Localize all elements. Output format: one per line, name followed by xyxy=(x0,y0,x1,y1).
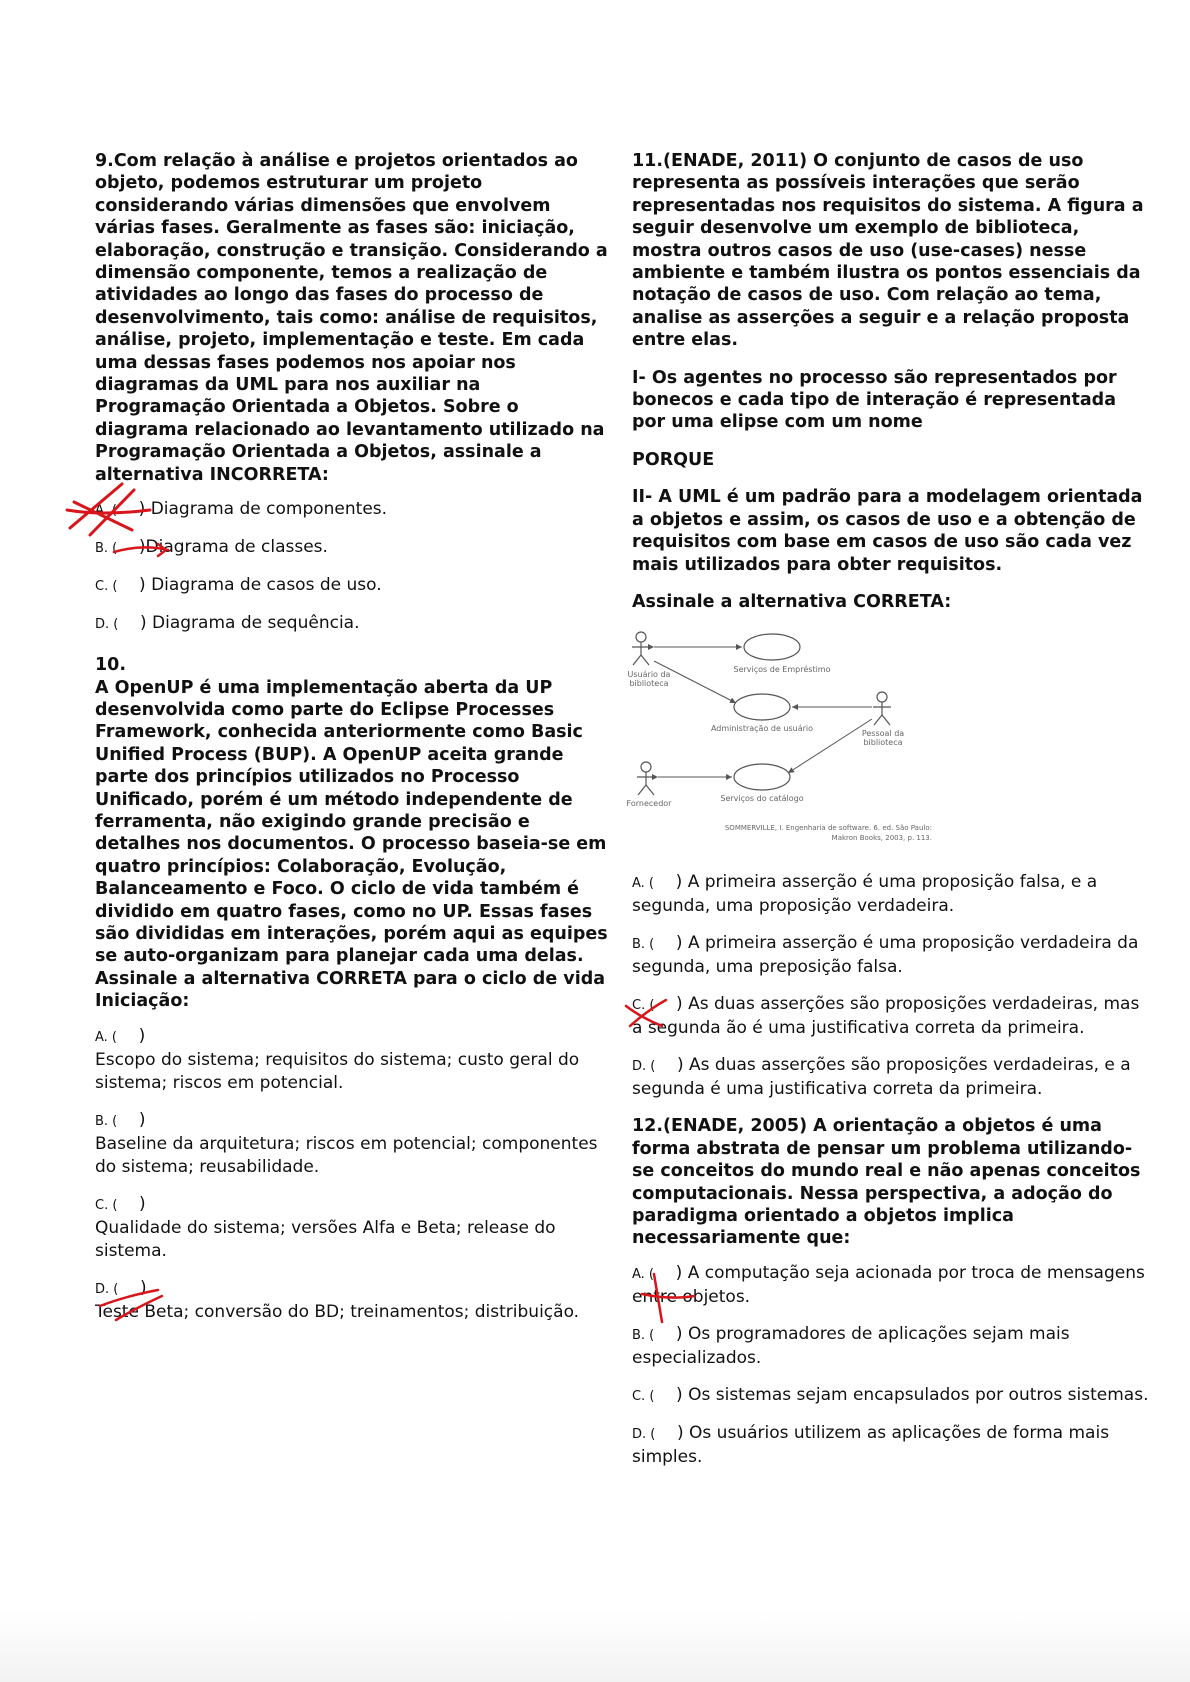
q11-option-d[interactable]: D. ( ) As duas asserções são proposições verdadeiras, e a segunda é uma justificativa correta da primeira. xyxy=(632,1055,1131,1100)
usecase-admin-label: Administração de usuário xyxy=(710,724,814,734)
actor-usuario-label: Usuário da biblioteca xyxy=(627,670,671,689)
q11-option-b[interactable]: B. ( ) A primeira asserção é uma proposição verdadeira da segunda, uma preposição falsa. xyxy=(632,933,1139,978)
q10-option-a[interactable]: A. ( ) Escopo do sistema; requisitos do sistema; custo geral do sistema; riscos em potencial. xyxy=(95,1025,580,1093)
question-10 xyxy=(95,654,610,1324)
q10-option-b[interactable]: B. ( ) Baseline da arquitetura; riscos em potencial; componentes do sistema; reusabilidade. xyxy=(95,1109,598,1177)
actor-pessoal xyxy=(873,692,891,725)
q11-option-a[interactable]: A. ( ) A primeira asserção é uma proposição falsa, e a segunda, uma proposição verdadeira. xyxy=(632,872,1098,917)
actor-usuario xyxy=(632,632,650,665)
question-12 xyxy=(632,1115,1152,1468)
scan-bottom-edge xyxy=(0,1612,1190,1682)
actor-pessoal-label: Pessoal da biblioteca xyxy=(861,729,905,748)
question-11-stem: 11.(ENADE, 2011) O conjunto de casos de uso representa as possíveis interações que serão representadas nos requisitos do sistema. A figura a seguir desenvolve um exemplo de biblioteca, mostra outros casos de uso (use-cases) nesse ambiente e também ilustra os pontos essenciais da notação de casos de uso. Com relação ao tema, analise as asserções a seguir e a relação proposta entre elas. xyxy=(632,151,1144,351)
usecase-emprestimo-label: Serviços de Empréstimo xyxy=(733,665,831,675)
question-10-stem: A OpenUP é uma implementação aberta da UP desenvolvida como parte do Eclipse Processes Framework, conhecida anteriormente como Basic Unified Process (BUP). A OpenUP aceita grande parte dos princípios utilizados no Processo Unificado, porém é um método independente de ferramenta, não exigindo grande precisão e detalhes nos documentos. O processo baseia-se em quatro princípios: Colaboração, Evolução, Balanceamento e Foco. O ciclo de vida também é dividido em quatro fases, como no UP. Essas fases são divididas em interações, porém aqui as equipes se auto-organizam para planejar cada uma delas. xyxy=(95,677,608,967)
usecase-catalogo-label: Serviços do catálogo xyxy=(720,794,804,804)
usecase-emprestimo xyxy=(744,634,800,660)
q11-option-c[interactable]: C. ( ) As duas asserções são proposições verdadeiras, mas a segunda ão é uma justificativa correta da primeira. xyxy=(632,994,1140,1039)
question-11 xyxy=(626,150,1152,1101)
usecase-catalogo xyxy=(734,764,790,790)
q12-option-c[interactable]: C. ( ) Os sistemas sejam encapsulados por outros sistemas. xyxy=(632,1384,1149,1405)
left-column xyxy=(95,150,610,1324)
q10-option-c[interactable]: C. ( ) Qualidade do sistema; versões Alfa e Beta; release do sistema. xyxy=(95,1193,556,1261)
question-9 xyxy=(95,150,610,636)
question-9-stem: 9.Com relação à análise e projetos orientados ao objeto, podemos estruturar um projeto considerando várias dimensões que envolvem várias fases. Geralmente as fases são: iniciação, elaboração, construção e transição. Considerando a dimensão componente, temos a realização de atividades ao longo das fases do processo de desenvolvimento, tais como: análise de requisitos, análise, projeto, implementação e teste. Em cada uma dessas fases podemos nos apoiar nos diagramas da UML para nos auxiliar na Programação Orientada a Objetos. Sobre o diagrama relacionado ao levantamento utilizado na Programação Orientada a Objetos, assinale a alternativa INCORRETA: xyxy=(95,151,608,485)
actor-fornecedor-label: Fornecedor xyxy=(626,799,672,809)
q12-option-b[interactable]: B. ( ) Os programadores de aplicações sejam mais especializados. xyxy=(632,1323,1070,1368)
q9-option-d[interactable]: D. ( ) Diagrama de sequência. xyxy=(95,613,360,634)
q9-option-c[interactable]: C. ( ) Diagrama de casos de uso. xyxy=(95,575,382,596)
actor-fornecedor xyxy=(637,762,655,795)
q9-option-b[interactable]: B. ( )Diagrama de classes. xyxy=(95,537,328,558)
usecase-admin xyxy=(734,694,790,720)
question-10-prompt: Assinale a alternativa CORRETA para o ciclo de vida Iniciação: xyxy=(95,968,606,1012)
use-case-diagram xyxy=(626,627,932,859)
q10-option-d[interactable]: D. ( ) Teste Beta; conversão do BD; treinamentos; distribuição. xyxy=(95,1277,580,1322)
assertion-1: I- Os agentes no processo são representados por bonecos e cada tipo de interação é representada por uma elipse com um nome xyxy=(632,367,1117,433)
q12-option-a[interactable]: A. ( ) A computação seja acionada por troca de mensagens entre objetos. xyxy=(632,1262,1145,1307)
q9-option-a[interactable]: A. ( ) Diagrama de componentes. xyxy=(95,499,388,520)
q12-option-d[interactable]: D. ( ) Os usuários utilizem as aplicações de forma mais simples. xyxy=(632,1422,1110,1467)
porque-label: PORQUE xyxy=(632,449,715,470)
question-12-stem: 12.(ENADE, 2005) A orientação a objetos é uma forma abstrata de pensar um problema utilizando-se conceitos do mundo real e não apenas conceitos computacionais. Nessa perspectiva, a adoção do paradigma orientado a objetos implica necessariamente que: xyxy=(632,1116,1141,1249)
question-11-prompt: Assinale a alternativa CORRETA: xyxy=(632,591,952,612)
right-column xyxy=(626,150,1152,1469)
assertion-2: II- A UML é um padrão para a modelagem orientada a objetos e assim, os casos de uso e a obtenção de requisitos com base em casos de uso são cada vez mais utilizados para obter requisitos. xyxy=(632,487,1143,575)
question-10-number: 10. xyxy=(95,655,127,676)
diagram-source: SOMMERVILLE, I. Engenharia de software. 6. ed. São Paulo: Makron Books, 2003, p. 113. xyxy=(724,824,932,843)
